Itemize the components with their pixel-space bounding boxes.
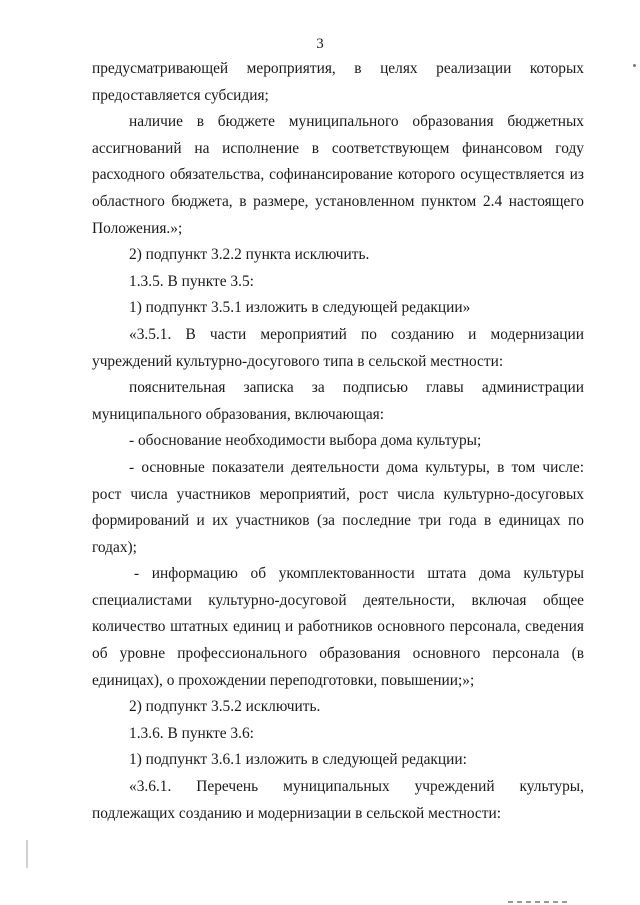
text-line: «3.5.1. В части мероприятий по созданию и модернизации xyxy=(129,325,584,343)
text-line: Положения.»; xyxy=(92,219,183,237)
text-line: учреждений культурно-досугового типа в сельской местности: xyxy=(92,352,504,370)
document-body xyxy=(92,56,584,827)
text-line: 1) подпункт 3.6.1 изложить в следующей редакции: xyxy=(129,751,467,769)
text-line: 2) подпункт 3.2.2 пункта исключить. xyxy=(129,246,370,264)
text-line: 1.3.5. В пункте 3.5: xyxy=(129,272,254,290)
text-line: - информацию об укомплектованности штата дома культуры xyxy=(134,565,584,583)
text-line: пояснительная записка за подписью главы администрации xyxy=(129,379,584,397)
text-line: - основные показатели деятельности дома культуры, в том числе: xyxy=(129,458,584,476)
text-line: наличие в бюджете муниципального образования бюджетных xyxy=(129,113,584,131)
page-number: 3 xyxy=(316,36,324,52)
text-line: единицах), о прохождении переподготовки, повышении;»; xyxy=(92,671,475,689)
text-line: об уровне профессионального образования основного персонала (в xyxy=(92,645,584,663)
text-line: предусматривающей мероприятия, в целях реализации которых xyxy=(92,60,584,77)
text-line: расходного обязательства, софинансирование которого осуществляется из xyxy=(92,166,584,184)
text-line: 2) подпункт 3.5.2 исключить. xyxy=(129,698,321,716)
text-line: 1.3.6. В пункте 3.6: xyxy=(129,724,254,742)
text-line: формирований и их участников (за последние три года в единицах по xyxy=(92,512,584,530)
text-line: специалистами культурно-досуговой деятельности, включая общее xyxy=(92,591,584,609)
text-line: рост числа участников мероприятий, рост числа культурно-досуговых xyxy=(92,485,584,503)
text-line: муниципального образования, включающая: xyxy=(92,405,385,423)
scan-mark xyxy=(633,64,636,67)
text-line: предоставляется субсидия; xyxy=(92,86,269,104)
text-line: - обоснование необходимости выбора дома культуры; xyxy=(129,432,482,450)
text-line: ассигнований на исполнение в соответствующем финансовом году xyxy=(92,139,584,157)
text-line: 1) подпункт 3.5.1 изложить в следующей редакции» xyxy=(129,299,471,317)
scan-mark xyxy=(508,901,568,903)
scan-mark xyxy=(26,840,28,868)
text-line: «3.6.1. Перечень муниципальных учреждений культуры, xyxy=(129,778,584,796)
text-line: областного бюджета, в размере, установленном пунктом 2.4 настоящего xyxy=(92,192,584,210)
text-line: количество штатных единиц и работников основного персонала, сведения xyxy=(92,618,584,636)
text-line: подлежащих созданию и модернизации в сельской местности: xyxy=(92,804,501,822)
text-line: годах); xyxy=(92,538,137,556)
